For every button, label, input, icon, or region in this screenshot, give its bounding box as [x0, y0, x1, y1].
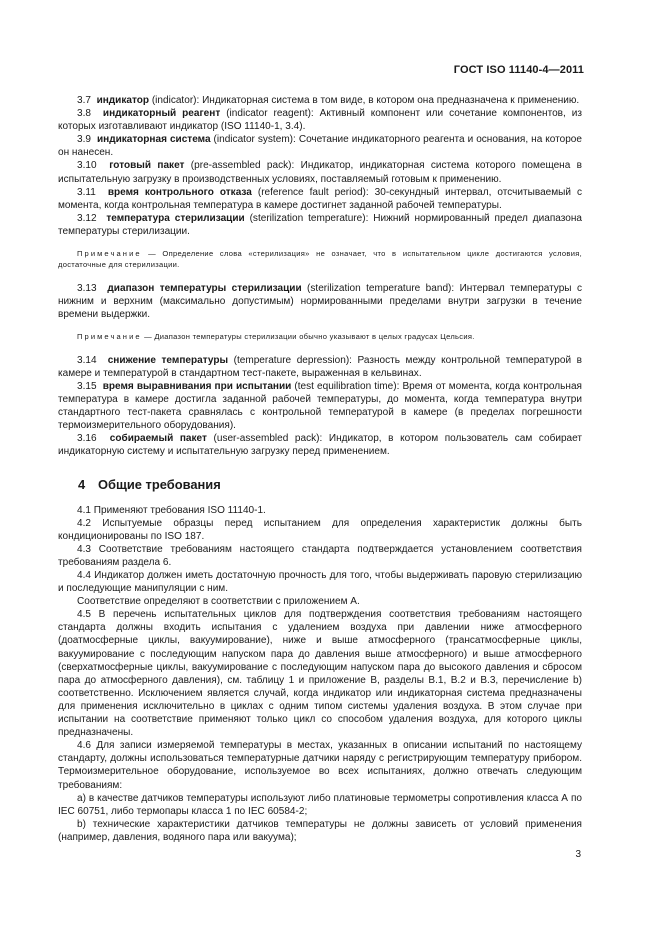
term-name: снижение температуры — [107, 354, 229, 366]
term-name: температура стерилизации — [106, 212, 245, 224]
page-number: 3 — [575, 849, 581, 860]
paragraph-4-4-compliance: Соответствие определяют в соответствии с приложением А. — [77, 596, 360, 608]
term-3-14: 3.14 снижение температуры (temperature depression): Разность между контрольной температурой в камере и температурой в стандартном тест-пакете, выраженная в кельвинах. — [58, 354, 582, 379]
paragraph-4-4: 4.4 Индикатор должен иметь достаточную прочность для того, чтобы выдерживать паровую стерилизацию и последующие манипуляции с ним. — [58, 570, 582, 595]
term-3-11: 3.11 время контрольного отказа (reference fault period): 30-секундный интервал, отсчитываемый с момента, когда контрольная температура в камере достигнет заданной рабочей температуры. — [58, 186, 583, 211]
note-label: Примечание — [77, 331, 142, 341]
paragraph-4-2: 4.2 Испытуемые образцы перед испытанием для определения характеристик должны быть кондиционированы по ISO 187. — [58, 517, 582, 542]
term-3-15: 3.15 время выравнивания при испытании (test equilibration time): Время от момента, когда контрольная температура в камере достигла заданной рабочей температуры, до момента, когда температура внутри стандартного тест-пакета сравнялась с контрольной температурой в камере (в пределах погрешности термоизмерительного оборудования). — [58, 380, 582, 432]
page-content — [58, 94, 582, 844]
term-name: время контрольного отказа — [107, 186, 252, 198]
list-item-b: b) технические характеристики датчиков температуры не должны зависеть от условий применения (например, давления, водяного пара или вакуума); — [58, 818, 582, 843]
term-3-8: 3.8 индикаторный реагент (indicator reagent): Активный компонент или сочетание компонентов, из которых изготавливают индикатор (ISO 11140-1, 3.4). — [58, 108, 582, 133]
terms-block-3 — [58, 354, 582, 459]
paragraph-4-3: 4.3 Соответствие требованиям настоящего стандарта подтверждается установлением соответствия требованиям раздела 6. — [58, 543, 582, 568]
term-name: время выравнивания при испытании — [102, 380, 292, 392]
term-3-16: 3.16 собираемый пакет (user-assembled pack): Индикатор, в котором пользователь сам собирает индикаторную систему и испытательную загрузку перед применением. — [58, 433, 582, 458]
term-name: индикаторная система — [96, 134, 211, 146]
paragraph-4-6: 4.6 Для записи измеряемой температуры в местах, указанных в описании испытаний по настоящему стандарту, должны использоваться температурные датчики наряду с регистрирующим температуру прибором. Термоизмерительное оборудование, используемое во всех испытаниях, должно отвечать следующим требованиям: — [58, 740, 582, 791]
term-name: индикатор — [96, 95, 150, 106]
document-code-header: ГОСТ ISO 11140-4—2011 — [453, 64, 584, 76]
term-name: диапазон температуры стерилизации — [107, 282, 302, 294]
note-2: Примечание — Диапазон температуры стерилизации обычно указывают в целых градусах Цельсия. — [77, 331, 475, 341]
term-name: собираемый пакет — [109, 433, 207, 445]
term-name: готовый пакет — [109, 160, 185, 172]
term-3-10: 3.10 готовый пакет (pre-assembled pack): Индикатор, индикаторная система которого помещена в испытательную загрузку в производственных условиях, поставляемый готовым к применению. — [58, 160, 582, 185]
term-name: индикаторный реагент — [102, 108, 221, 120]
note-label: Примечание — [77, 249, 142, 259]
note-1: Примечание — Определение слова «стерилизация» не означает, что в испытательном цикле достигаются условия, достаточные для стерилизации. — [58, 249, 582, 269]
term-3-7: 3.7 индикатор (indicator): Индикаторная система в том виде, в котором она предназначена к применению. — [77, 95, 580, 106]
term-3-12: 3.12 температура стерилизации (sterilization temperature): Нижний нормированный предел диапазона температуры стерилизации. — [58, 212, 582, 237]
term-3-9: 3.9 индикаторная система (indicator system): Сочетание индикаторного реагента и основания, на которое он нанесен. — [58, 134, 582, 159]
paragraph-4-5: 4.5 В перечень испытательных циклов для подтверждения соответствия требованиям настоящего стандарта должны входить испытания с удалением воздуха при давлении ниже атмосферного (доатмосферные циклы, вакуумирование), ниже и выше атмосферного (трансатмосферные циклы, вакуумирование с последующим напуском пара до давления выше атмосферного) и выше атмосферного (сверхатмосферные циклы, вакуумирование с последующим напуском пара до высокого давления и сбросом пара до атмосферного давления), см. таблицу 1 и приложение В, разделы В.1, В.2 и В.3, перечисление b) соответственно. Исключением является случай, когда индикатор или индикаторная система предназначены для применения исключительно в циклах с одним типом системы удаления воздуха. В этом случае при испытании на соответствие применяют только цикл со способом удаления воздуха, для которого циклы предназначены. — [58, 609, 582, 739]
section-4-title: 4 Общие требования — [78, 477, 221, 493]
paragraph-4-1: 4.1 Применяют требования ISO 11140-1. — [77, 504, 266, 516]
term-3-13: 3.13 диапазон температуры стерилизации (sterilization temperature band): Интервал температуры с нижним и верхним (максимально допустимым) нормированными пределами внутри загрузки в течение времени выдержки. — [58, 282, 582, 320]
list-item-a: а) в качестве датчиков температуры используют либо платиновые термометры сопротивления класса А по IEC 60751, либо термопары класса 1 по IEC 60584-2; — [58, 792, 582, 817]
terms-block-1 — [58, 94, 582, 238]
section-4-body — [58, 504, 582, 844]
